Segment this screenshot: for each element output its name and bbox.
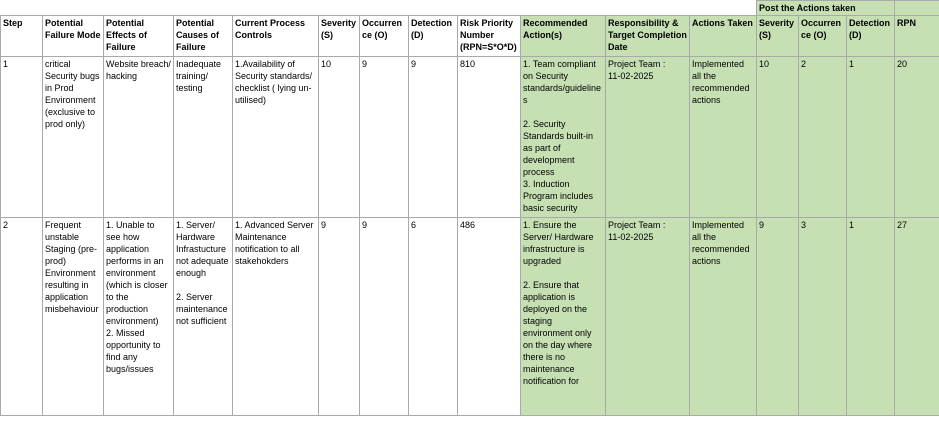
cell-text: 1. Advanced Server Maintenance notification to all stakehokders xyxy=(235,220,314,266)
cell-text: critical Security bugs in Prod Environment (exclusive to prod only) xyxy=(45,59,100,129)
cell-text: 3 xyxy=(801,220,807,230)
header-failure-mode[interactable]: Potential Failure Mode xyxy=(43,16,104,57)
cell-actions-taken[interactable] xyxy=(690,57,757,218)
cell-text: 1. Server/ Hardware Infrastucture not adequate enough 2. Server maintenance not sufficient xyxy=(176,220,229,326)
cell-step[interactable] xyxy=(1,218,43,416)
cell-failure-mode[interactable] xyxy=(43,218,104,416)
post-actions-row xyxy=(1,1,939,16)
post-actions-label[interactable]: Post the Actions taken xyxy=(757,1,895,16)
header-severity[interactable]: Severity (S) xyxy=(319,16,360,57)
post-actions-blank xyxy=(895,1,939,16)
cell-severity[interactable] xyxy=(319,218,360,416)
cell-text: 810 xyxy=(460,59,476,69)
cell-post-detection[interactable] xyxy=(847,218,895,416)
header-detection[interactable]: Detection (D) xyxy=(409,16,458,57)
cell-text: 1 xyxy=(3,59,9,69)
cell-post-rpn[interactable] xyxy=(895,57,939,218)
cell-responsibility[interactable] xyxy=(606,218,690,416)
cell-post-severity[interactable] xyxy=(757,57,799,218)
cell-text: 1 xyxy=(849,220,855,230)
header-responsibility[interactable]: Responsibility & Target Completion Date xyxy=(606,16,690,57)
cell-post-occurrence[interactable] xyxy=(799,57,847,218)
header-post-severity[interactable]: Severity (S) xyxy=(757,16,799,57)
cell-text: 1. Unable to see how application performs in an environment (which is closer to the production environment) 2. Missed opportunity to find any bugs/issues xyxy=(106,220,168,374)
cell-text: 6 xyxy=(411,220,417,230)
blank-cell xyxy=(1,1,757,16)
table-row xyxy=(1,218,939,416)
table-row xyxy=(1,57,939,218)
header-post-occurrence[interactable]: Occurrence (O) xyxy=(799,16,847,57)
cell-text: 486 xyxy=(460,220,476,230)
cell-text: 10 xyxy=(759,59,770,69)
cell-text: Implemented all the recommended actions xyxy=(692,220,750,266)
cell-actions-taken[interactable] xyxy=(690,218,757,416)
cell-text: 9 xyxy=(362,59,368,69)
cell-text: Project Team : 11-02-2025 xyxy=(608,59,666,81)
cell-text: Implemented all the recommended actions xyxy=(692,59,750,105)
cell-rpn[interactable] xyxy=(458,218,521,416)
cell-text: 9 xyxy=(759,220,765,230)
header-step[interactable]: Step xyxy=(1,16,43,57)
header-recommended[interactable]: Recommended Action(s) xyxy=(521,16,606,57)
cell-text: Inadequate training/ testing xyxy=(176,59,222,93)
cell-text: 9 xyxy=(321,220,327,230)
cell-rpn[interactable] xyxy=(458,57,521,218)
cell-text: 9 xyxy=(362,220,368,230)
cell-text: 9 xyxy=(411,59,417,69)
cell-text: 10 xyxy=(321,59,332,69)
cell-detection[interactable] xyxy=(409,218,458,416)
cell-effects[interactable] xyxy=(104,218,174,416)
header-occurrence[interactable]: Occurrence (O) xyxy=(360,16,409,57)
cell-text: Frequent unstable Staging (pre-prod) Environment resulting in application misbehaviour xyxy=(45,220,99,314)
header-post-rpn[interactable]: RPN xyxy=(895,16,939,57)
cell-causes[interactable] xyxy=(174,218,233,416)
cell-controls[interactable] xyxy=(233,218,319,416)
cell-text: 2 xyxy=(801,59,807,69)
cell-post-severity[interactable] xyxy=(757,218,799,416)
cell-causes[interactable] xyxy=(174,57,233,218)
cell-recommended[interactable] xyxy=(521,57,606,218)
cell-step[interactable] xyxy=(1,57,43,218)
cell-text: 1.Availability of Security standards/ checklist ( lying un-utilised) xyxy=(235,59,313,105)
cell-effects[interactable] xyxy=(104,57,174,218)
cell-occurrence[interactable] xyxy=(360,218,409,416)
cell-detection[interactable] xyxy=(409,57,458,218)
cell-text: 2 xyxy=(3,220,9,230)
cell-responsibility[interactable] xyxy=(606,57,690,218)
cell-occurrence[interactable] xyxy=(360,57,409,218)
cell-post-rpn[interactable] xyxy=(895,218,939,416)
header-effects[interactable]: Potential Effects of Failure xyxy=(104,16,174,57)
header-post-detection[interactable]: Detection (D) xyxy=(847,16,895,57)
header-actions-taken[interactable]: Actions Taken xyxy=(690,16,757,57)
cell-post-occurrence[interactable] xyxy=(799,218,847,416)
cell-text: 1 xyxy=(849,59,855,69)
cell-recommended[interactable] xyxy=(521,218,606,416)
cell-text: 1. Team compliant on Security standards/guidelines 2. Security Standards built-in as part of development process 3. Induction Program includes basic security xyxy=(523,59,602,213)
cell-failure-mode[interactable] xyxy=(43,57,104,218)
cell-text: 20 xyxy=(897,59,908,69)
header-controls[interactable]: Current Process Controls xyxy=(233,16,319,57)
cell-text: Website breach/ hacking xyxy=(106,59,171,81)
header-row xyxy=(1,16,939,57)
header-causes[interactable]: Potential Causes of Failure xyxy=(174,16,233,57)
cell-text: 27 xyxy=(897,220,908,230)
header-rpn[interactable]: Risk Priority Number (RPN=S*O*D) xyxy=(458,16,521,57)
cell-severity[interactable] xyxy=(319,57,360,218)
cell-text: 1. Ensure the Server/ Hardware infrastructure is upgraded 2. Ensure that application is deployed on the staging environment only on the day where there is no maintenance notification for xyxy=(523,220,594,386)
cell-post-detection[interactable] xyxy=(847,57,895,218)
cell-text: Project Team : 11-02-2025 xyxy=(608,220,666,242)
cell-controls[interactable] xyxy=(233,57,319,218)
